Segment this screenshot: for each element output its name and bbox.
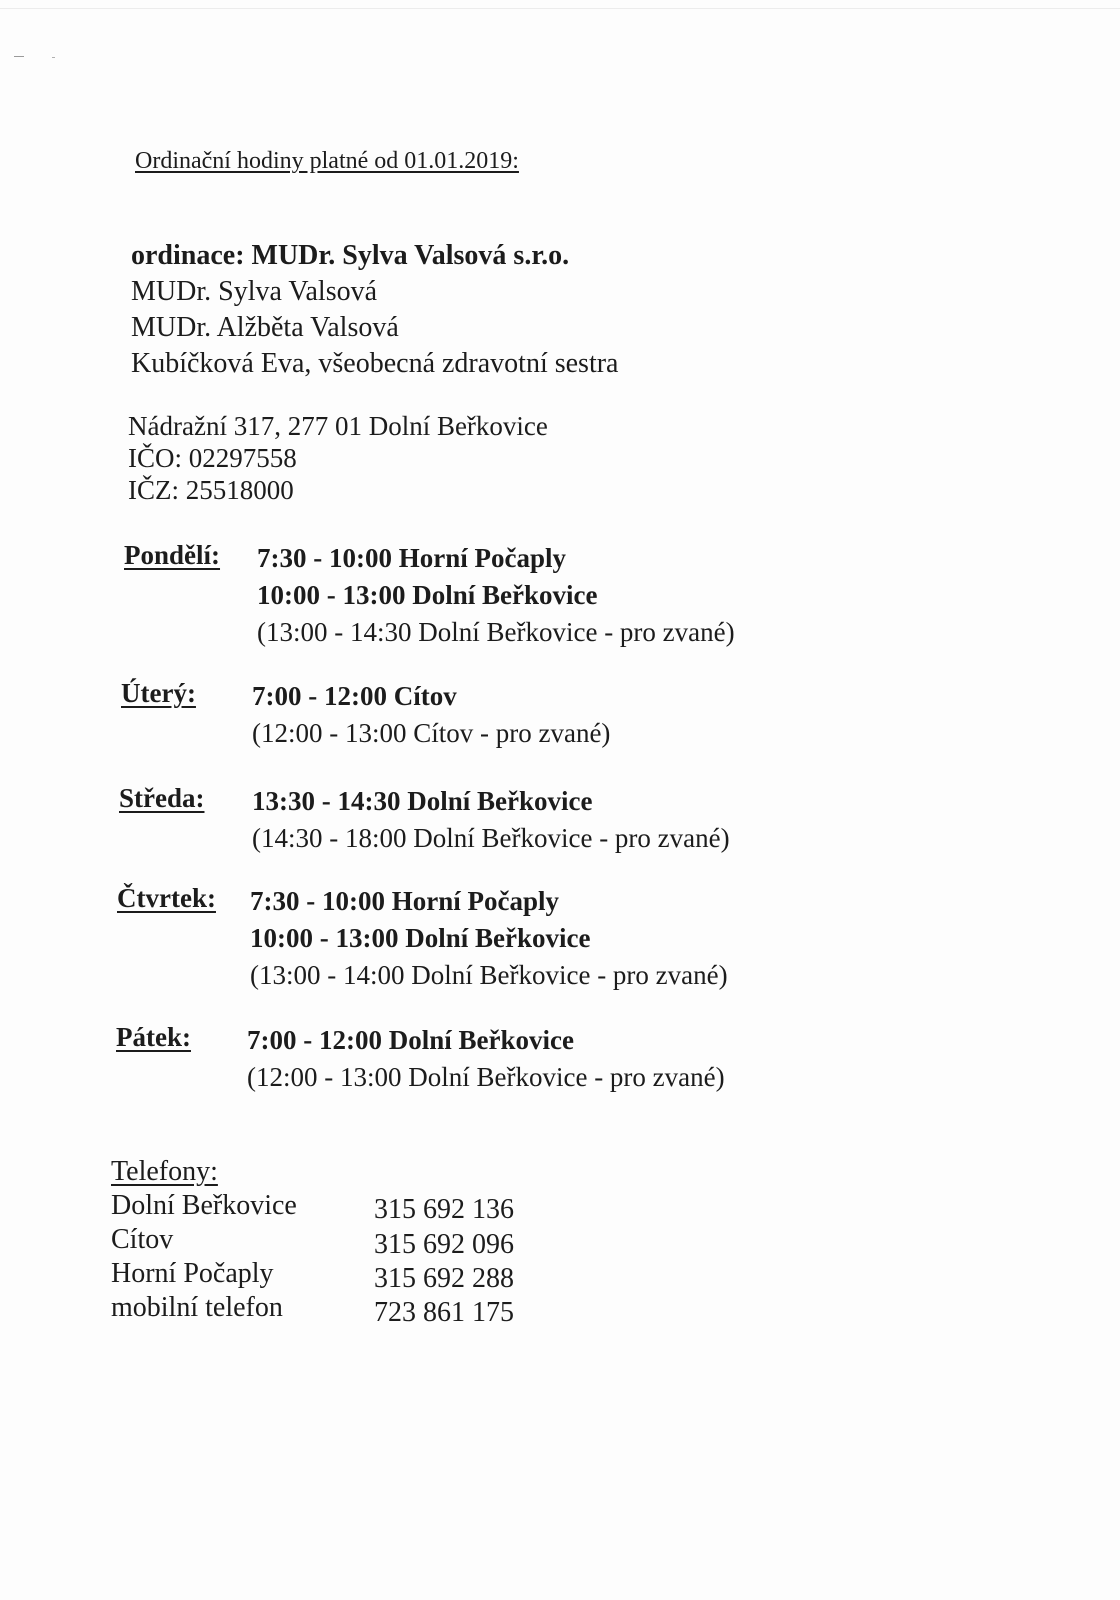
ico-number: IČO: 02297558: [128, 443, 297, 473]
day-slots: [247, 1022, 725, 1096]
day-label: Pondělí:: [124, 540, 221, 570]
time-slot-invited: (14:30 - 18:00 Dolní Beřkovice - pro zvané): [252, 823, 730, 853]
time-slot-invited: (12:00 - 13:00 Cítov - pro zvané): [252, 718, 611, 748]
clinic-block: [131, 238, 618, 382]
phone-number: 315 692 096: [374, 1229, 514, 1260]
time-slot-invited: (13:00 - 14:30 Dolní Beřkovice - pro zvané): [257, 617, 735, 647]
phone-location: Cítov: [111, 1224, 174, 1255]
phones-title: Telefony:: [111, 1156, 218, 1187]
day-slots: [250, 883, 728, 994]
time-slot: 10:00 - 13:00 Dolní Beřkovice: [250, 923, 591, 953]
time-slot: 7:00 - 12:00 Dolní Beřkovice: [247, 1025, 574, 1055]
scan-edge-line: [0, 8, 1120, 9]
time-slot: 13:30 - 14:30 Dolní Beřkovice: [252, 786, 593, 816]
time-slot-invited: (12:00 - 13:00 Dolní Beřkovice - pro zvané): [247, 1062, 725, 1092]
day-slots: [252, 678, 610, 752]
phones-block: [111, 1155, 514, 1328]
day-slots: [257, 540, 735, 651]
scan-artifact: [52, 57, 55, 58]
page-title: Ordinační hodiny platné od 01.01.2019:: [135, 148, 519, 174]
phone-location: Horní Počaply: [111, 1258, 274, 1289]
staff-member: MUDr. Alžběta Valsová: [131, 312, 399, 343]
address-block: [128, 410, 548, 506]
time-slot: 7:30 - 10:00 Horní Počaply: [250, 886, 559, 916]
phone-row: [111, 1291, 514, 1328]
time-slot-invited: (13:00 - 14:00 Dolní Beřkovice - pro zvané): [250, 960, 728, 990]
staff-member: MUDr. Sylva Valsová: [131, 276, 378, 307]
day-label: Pátek:: [116, 1022, 191, 1052]
day-label: Středa:: [119, 783, 205, 813]
scan-artifact: [14, 56, 24, 57]
staff-member: Kubíčková Eva, všeobecná zdravotní sestra: [131, 348, 619, 379]
phone-row: [111, 1223, 514, 1260]
phone-location: mobilní telefon: [111, 1292, 283, 1323]
day-label: Čtvrtek:: [117, 883, 216, 913]
day-slots: [252, 783, 730, 857]
icz-number: IČZ: 25518000: [128, 475, 294, 505]
phone-row: [111, 1257, 514, 1294]
phone-number: 723 861 175: [374, 1297, 514, 1328]
phone-row: [111, 1189, 514, 1225]
clinic-name: ordinace: MUDr. Sylva Valsová s.r.o.: [131, 240, 570, 271]
phone-location: Dolní Beřkovice: [111, 1190, 297, 1221]
time-slot: 7:30 - 10:00 Horní Počaply: [257, 543, 566, 573]
street-address: Nádražní 317, 277 01 Dolní Beřkovice: [128, 411, 548, 441]
phone-number: 315 692 288: [374, 1263, 514, 1294]
day-label: Úterý:: [121, 678, 196, 708]
time-slot: 7:00 - 12:00 Cítov: [252, 681, 457, 711]
phone-number: 315 692 136: [374, 1194, 514, 1225]
time-slot: 10:00 - 13:00 Dolní Beřkovice: [257, 580, 598, 610]
